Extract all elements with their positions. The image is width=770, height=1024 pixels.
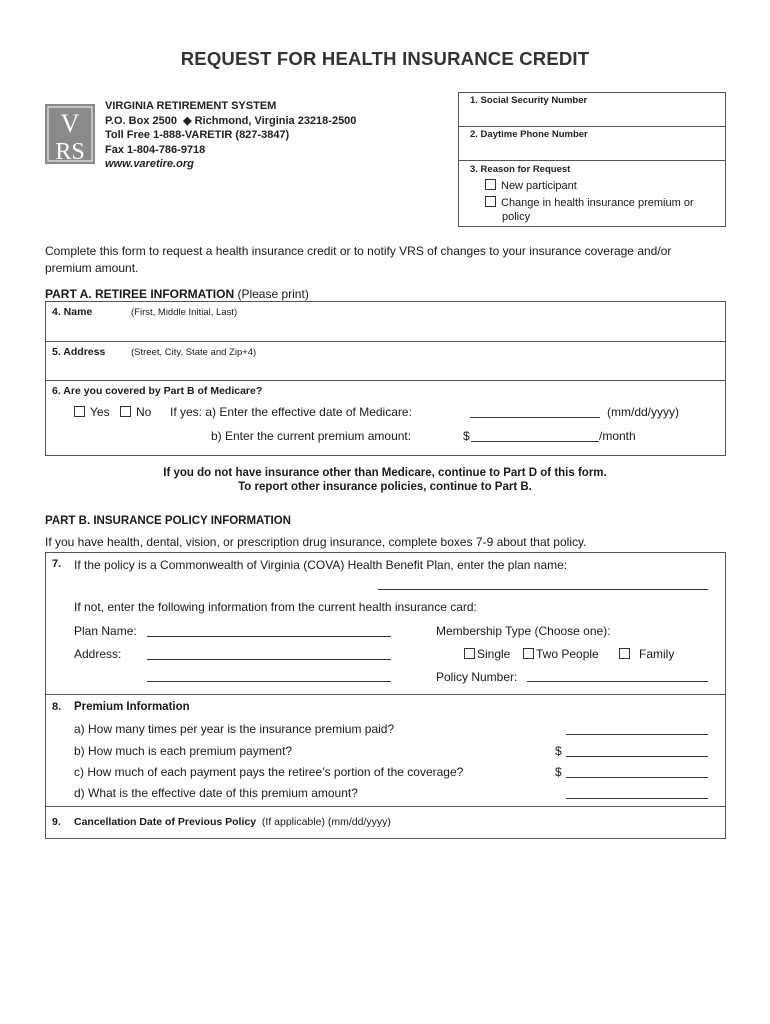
- membership-two-people[interactable]: Two People: [523, 647, 599, 661]
- org-name: VIRGINIA RETIREMENT SYSTEM: [105, 100, 277, 112]
- plan-address-label: Address:: [74, 647, 122, 661]
- plan-name-label: Plan Name:: [74, 624, 137, 638]
- premium-amount-label: b) Enter the current premium amount:: [211, 429, 412, 443]
- logo-letter-v: V: [60, 109, 80, 138]
- change-premium-checkbox[interactable]: [485, 196, 496, 207]
- premium-amount-field[interactable]: [471, 441, 599, 442]
- new-participant-checkbox[interactable]: [485, 179, 496, 190]
- membership-single[interactable]: Single: [464, 647, 510, 661]
- q8d-field[interactable]: [566, 798, 708, 799]
- divider: [458, 126, 726, 127]
- medicare-yes-checkbox[interactable]: [74, 406, 85, 417]
- phone-field[interactable]: [460, 140, 724, 158]
- dollar-sign: $: [463, 429, 470, 443]
- policy-number-label: Policy Number:: [436, 670, 518, 684]
- q7-if-not: If not, enter the following information from the current health insurance card:: [74, 600, 477, 614]
- address-field[interactable]: [52, 358, 722, 378]
- q7-text: If the policy is a Commonwealth of Virginia (COVA) Health Benefit Plan, enter the plan name:: [74, 558, 568, 572]
- cancellation-date-field[interactable]: [74, 828, 714, 838]
- diamond-icon: ◆: [183, 114, 192, 127]
- continue-note: If you do not have insurance other than Medicare, continue to Part D of this form. To report other insurance policies, continue to Part B.: [163, 467, 607, 493]
- page-title: REQUEST FOR HEALTH INSURANCE CREDIT: [180, 48, 590, 69]
- q8c-dollar: $: [555, 765, 562, 779]
- q8a-field[interactable]: [566, 734, 708, 735]
- plan-name-field[interactable]: [147, 636, 391, 637]
- divider: [45, 806, 726, 807]
- address-hint: (Street, City, State and Zip+4): [131, 347, 257, 358]
- org-info: [105, 99, 356, 172]
- vrs-logo-graphic: [45, 104, 95, 164]
- phone-label: 2. Daytime Phone Number: [470, 129, 588, 140]
- q8b-text: b) How much is each premium payment?: [74, 744, 293, 758]
- org-fax: Fax 1-804-786-9718: [105, 143, 206, 156]
- q8d-text: d) What is the effective date of this premium amount?: [74, 786, 358, 800]
- q8-number: 8.: [52, 701, 62, 713]
- family-checkbox[interactable]: [619, 648, 630, 659]
- divider: [458, 160, 726, 161]
- name-field[interactable]: [52, 318, 722, 338]
- plan-address-field-2[interactable]: [147, 681, 391, 682]
- q7-number: 7.: [52, 558, 62, 570]
- ssn-label: 1. Social Security Number: [470, 95, 588, 106]
- address-label: 5. Address: [52, 346, 106, 358]
- medicare-date-label: If yes: a) Enter the effective date of Medicare:: [170, 405, 412, 419]
- part-a-heading: PART A. RETIREE INFORMATION (Please print): [45, 287, 309, 301]
- name-label: 4. Name: [52, 306, 93, 318]
- name-hint: (First, Middle Initial, Last): [131, 307, 238, 318]
- membership-type-label: Membership Type (Choose one):: [436, 624, 611, 638]
- reason-label: 3. Reason for Request: [470, 164, 571, 175]
- medicare-date-field[interactable]: [470, 417, 600, 418]
- part-b-intro: If you have health, dental, vision, or prescription drug insurance, complete boxes 7-9 about that policy.: [45, 535, 587, 549]
- org-address: P.O. Box 2500 ◆ Richmond, Virginia 23218-2500: [105, 114, 357, 127]
- q8a-text: a) How many times per year is the insurance premium paid?: [74, 722, 395, 736]
- reason-new-participant[interactable]: New participant: [485, 179, 577, 192]
- two-people-checkbox[interactable]: [523, 648, 534, 659]
- q8c-text: c) How much of each payment pays the retiree’s portion of the coverage?: [74, 765, 464, 779]
- single-checkbox[interactable]: [464, 648, 475, 659]
- q8b-field[interactable]: [566, 756, 708, 757]
- logo-letters-rs: RS: [55, 139, 85, 164]
- divider: [45, 380, 726, 381]
- reason-change-premium[interactable]: Change in health insurance premium or policy: [485, 196, 694, 224]
- part-b-heading: PART B. INSURANCE POLICY INFORMATION: [45, 515, 291, 527]
- q8-title: Premium Information: [74, 701, 190, 713]
- q9-label: Cancellation Date of Previous Policy (If applicable) (mm/dd/yyyy): [74, 816, 391, 828]
- q9-number: 9.: [52, 816, 61, 828]
- medicare-no-checkbox[interactable]: [120, 406, 131, 417]
- divider: [45, 341, 726, 342]
- membership-family[interactable]: Family: [619, 647, 674, 661]
- medicare-date-format: (mm/dd/yyyy): [607, 405, 679, 419]
- medicare-yes[interactable]: Yes: [74, 405, 110, 419]
- q8b-dollar: $: [555, 744, 562, 758]
- medicare-no[interactable]: No: [120, 405, 151, 419]
- divider: [45, 694, 726, 695]
- per-month-label: /month: [599, 429, 636, 443]
- plan-address-field-1[interactable]: [147, 659, 391, 660]
- cova-plan-name-field[interactable]: [378, 589, 708, 590]
- ssn-field[interactable]: [460, 106, 724, 124]
- vrs-logo: [45, 104, 95, 164]
- intro-text: Complete this form to request a health insurance credit or to notify VRS of changes to your insurance coverage and/or premium amount.: [45, 244, 672, 275]
- q8c-field[interactable]: [566, 777, 708, 778]
- org-toll-free: Toll Free 1-888-VARETIR (827-3847): [105, 129, 290, 141]
- medicare-question: 6. Are you covered by Part B of Medicare?: [52, 385, 263, 397]
- org-website: www.varetire.org: [105, 158, 194, 170]
- policy-number-field[interactable]: [527, 681, 708, 682]
